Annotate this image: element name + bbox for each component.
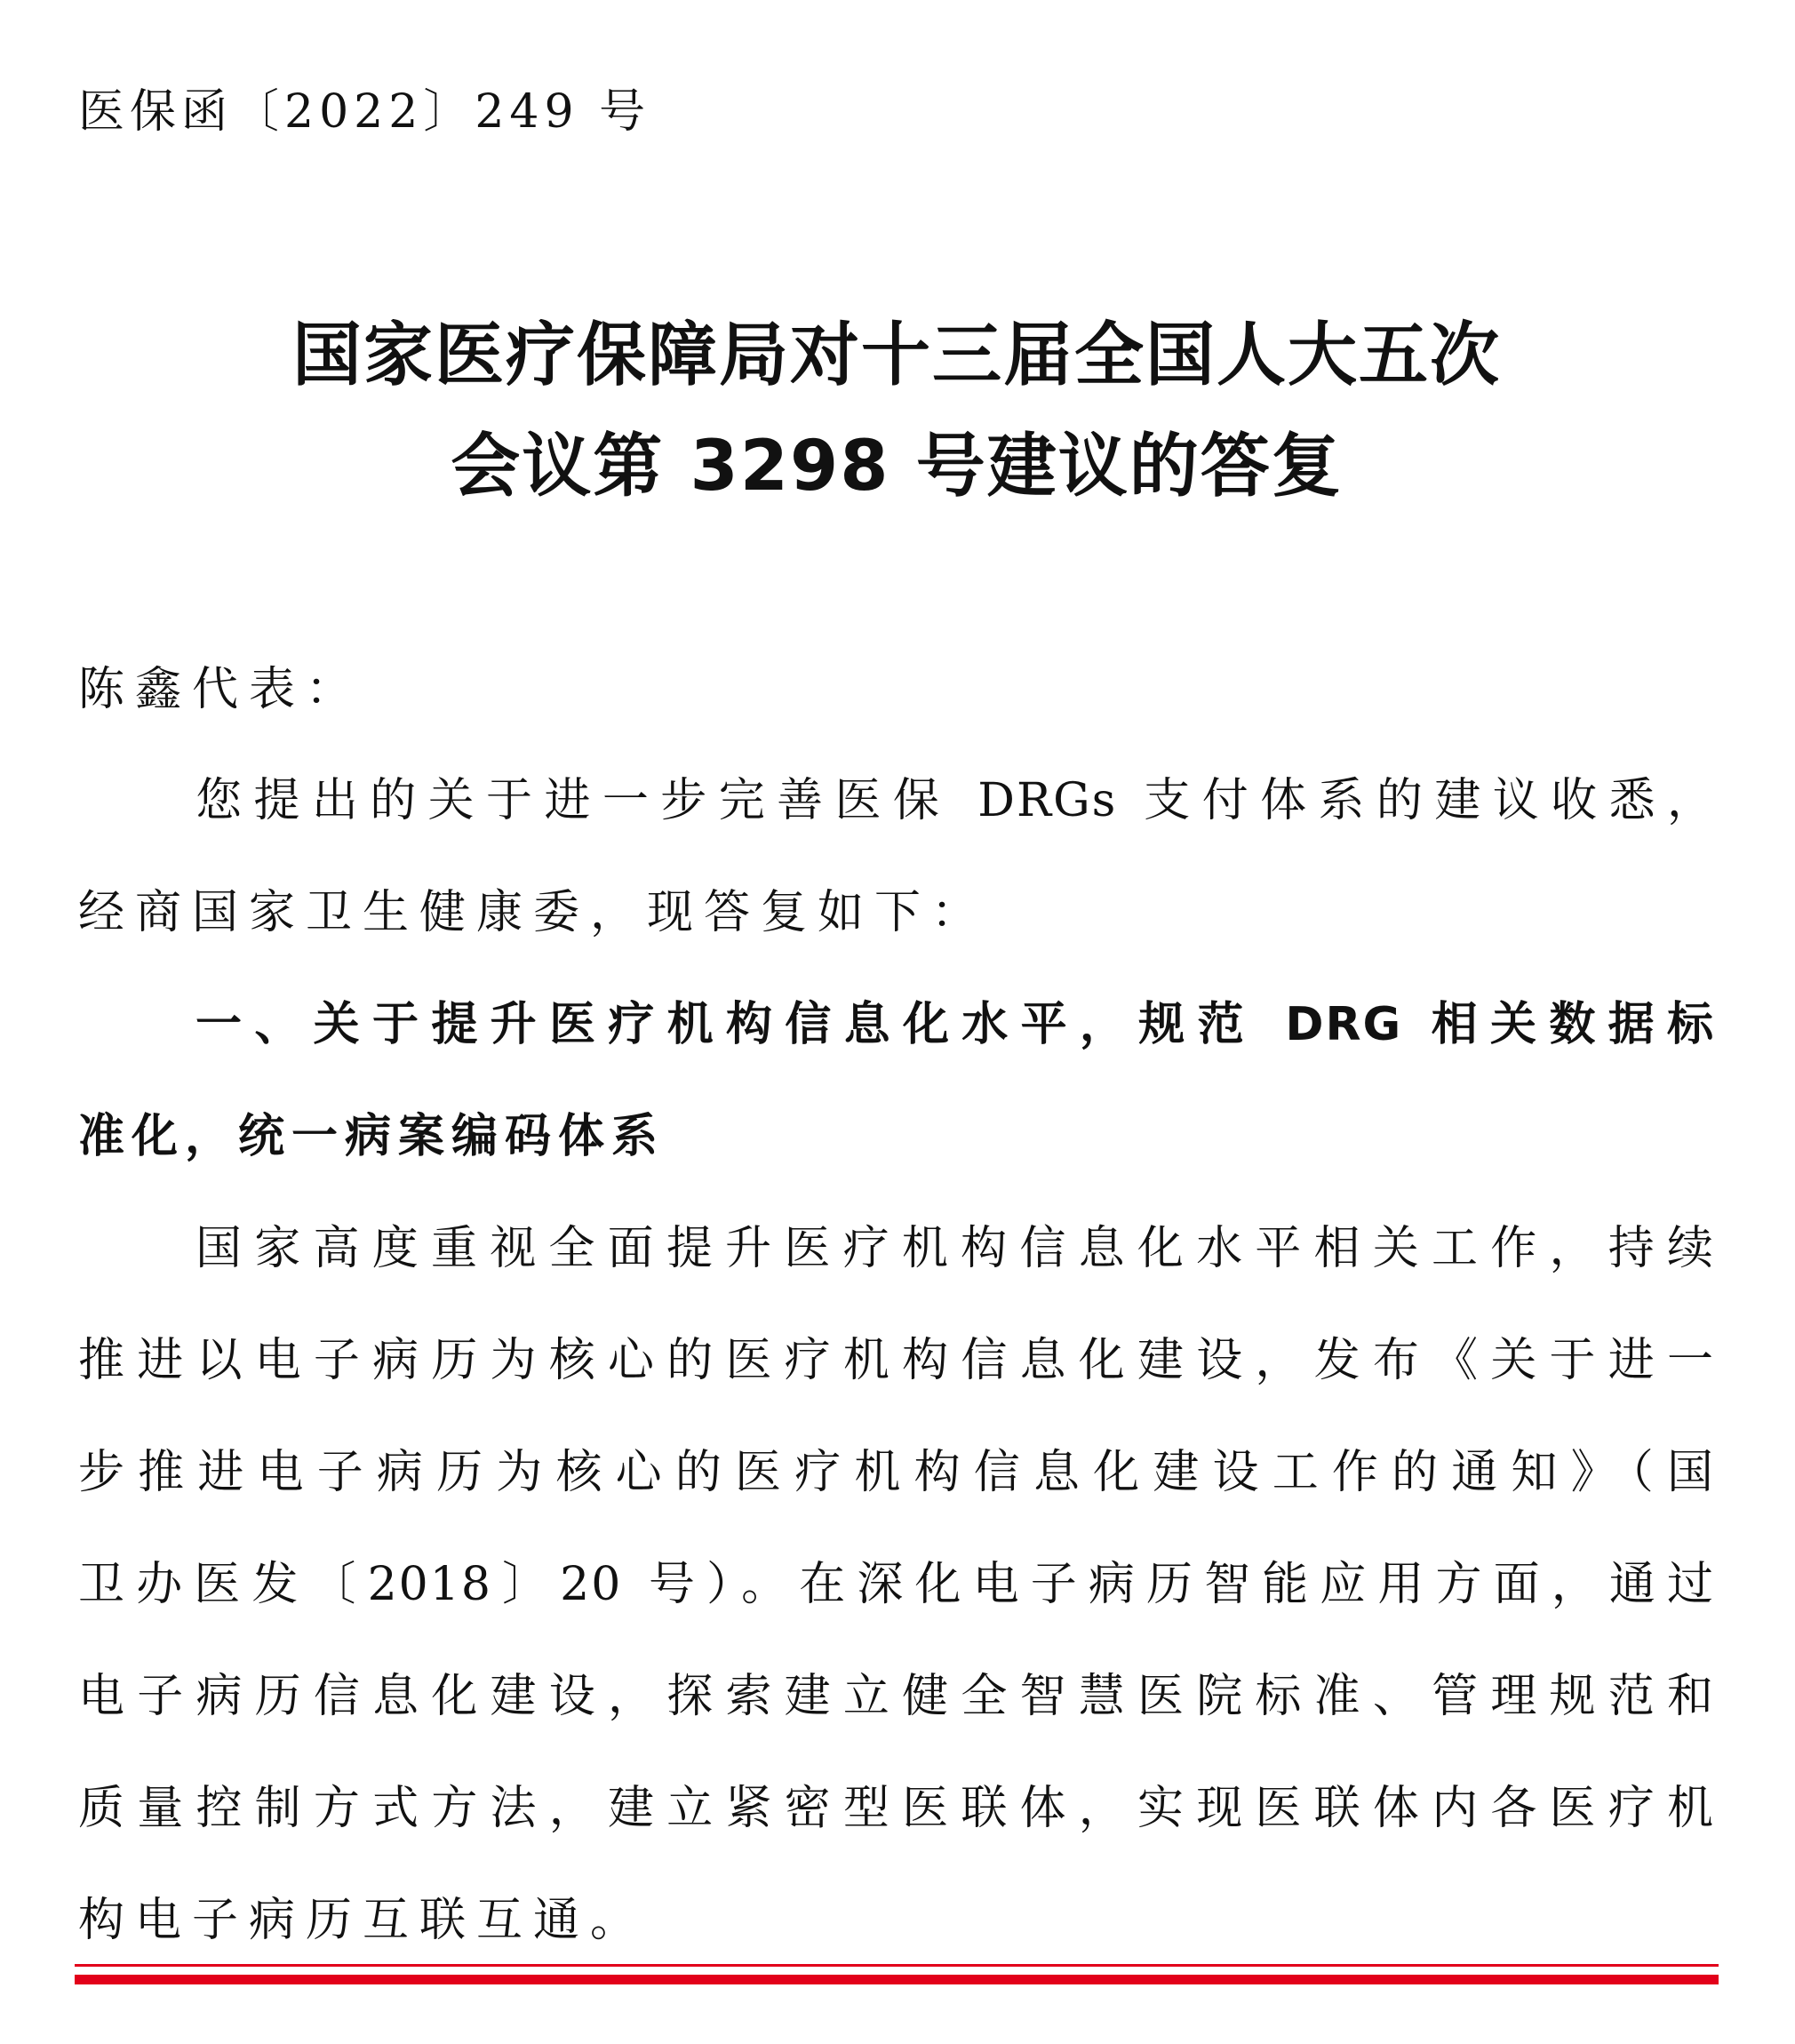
paragraph-line: 经商国家卫生健康委，现答复如下： [78, 886, 989, 939]
section-heading-1 [78, 969, 1715, 1193]
footer-rule-thick [75, 1975, 1719, 1984]
paragraph-line: 国家高度重视全面提升医疗机构信息化水平相关工作，持续 [195, 1222, 1715, 1275]
paragraph-section-1 [78, 1193, 1715, 1976]
salutation: 陈鑫代表： [78, 663, 363, 716]
title-line-2: 会议第 3298 号建议的答复 [451, 427, 1343, 507]
paragraph-line: 构电子病历互联互通。 [78, 1894, 648, 1947]
title-line-1: 国家医疗保障局对十三届全国人大五次 [291, 315, 1501, 395]
paragraph-intro [78, 745, 1715, 969]
paragraph-line: 电子病历信息化建设，探索建立健全智慧医院标准、管理规范和 [78, 1670, 1715, 1723]
paragraph-line: 您提出的关于进一步完善医保 DRGs 支付体系的建议收悉， [195, 774, 1715, 827]
heading-line: 准化，统一病案编码体系 [78, 1110, 666, 1163]
paragraph-line: 卫办医发〔2018〕20 号）。在深化电子病历智能应用方面，通过 [78, 1558, 1715, 1611]
heading-line: 一、关于提升医疗机构信息化水平，规范 DRG 相关数据标 [195, 998, 1715, 1051]
footer-rule-thin [75, 1964, 1719, 1967]
document-number: 医保函〔2022〕249 号 [78, 85, 651, 139]
paragraph-line: 质量控制方式方法，建立紧密型医联体，实现医联体内各医疗机 [78, 1782, 1715, 1835]
document-title [78, 300, 1715, 523]
paragraph-line: 推进以电子病历为核心的医疗机构信息化建设，发布《关于进一 [78, 1334, 1715, 1387]
paragraph-line: 步推进电子病历为核心的医疗机构信息化建设工作的通知》（国 [78, 1446, 1715, 1499]
